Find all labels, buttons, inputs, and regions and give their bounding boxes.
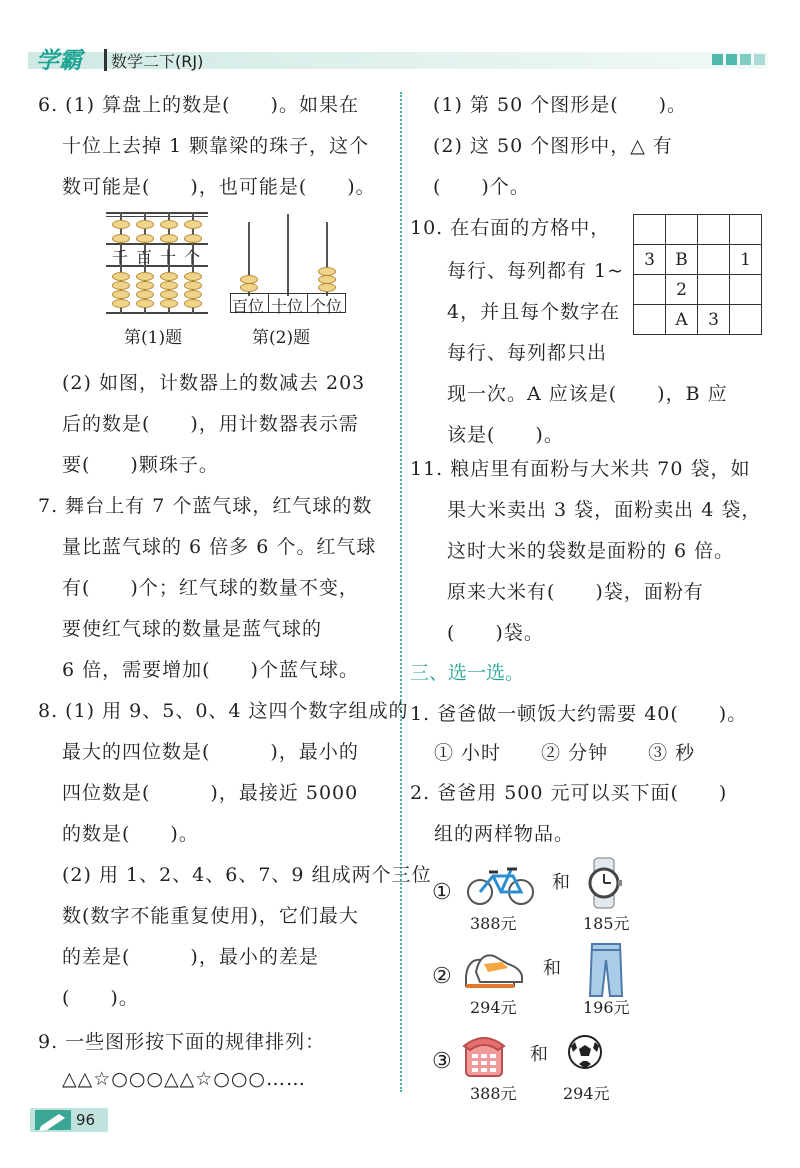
price-label: 185元 xyxy=(583,914,630,933)
choice1-options: ① 小时 ② 分钟 ③ 秒 xyxy=(434,742,696,764)
q7-line: 量比蓝气球的 6 倍多 6 个。红气球 xyxy=(62,536,377,558)
price-label: 388元 xyxy=(470,914,517,933)
header-square xyxy=(712,54,723,65)
brand-logo: 学霸 xyxy=(36,48,82,74)
grid-cell: 3 xyxy=(698,305,730,335)
grid-cell: B xyxy=(666,245,698,275)
place-value-label: 十位 xyxy=(271,297,304,316)
page-number: 96 xyxy=(76,1111,96,1129)
option-number: ③ xyxy=(432,1049,452,1074)
grid-cell xyxy=(634,275,666,305)
abacus-figure xyxy=(106,212,208,314)
grid-cell xyxy=(730,275,762,305)
q7-line: 7. 舞台上有 7 个蓝气球，红气球的数 xyxy=(38,495,373,517)
header-square xyxy=(740,54,751,65)
grid-cell xyxy=(698,275,730,305)
q10-line: 4，并且每个数字在 xyxy=(447,301,621,323)
q6-line: 要( )颗珠子。 xyxy=(62,454,219,476)
abacus-label: 百 xyxy=(136,248,153,267)
q8-line: 的数是( )。 xyxy=(62,823,199,845)
choice2-line: 组的两样物品。 xyxy=(434,823,575,845)
column-divider xyxy=(400,92,402,1092)
abacus-label: 十 xyxy=(160,248,177,267)
q10-line: 每行、每列都只出 xyxy=(447,342,608,364)
place-value-label: 个位 xyxy=(310,297,343,316)
q10-line: 10. 在右面的方格中， xyxy=(410,217,611,239)
figure-caption: 第(2)题 xyxy=(252,328,311,348)
grid-cell xyxy=(730,215,762,245)
choice2-line: 2. 爸爸用 500 元可以买下面( ) xyxy=(410,782,728,804)
choice1-line: 1. 爸爸做一顿饭大约需要 40( )。 xyxy=(410,703,748,725)
counter-figure xyxy=(230,214,346,314)
q10-line: 每行、每列都有 1~ xyxy=(447,260,625,282)
q9-pattern: △△☆○○○△△☆○○○…… xyxy=(62,1068,306,1090)
q10-line: 现一次。A 应该是( )，B 应 xyxy=(447,383,728,405)
q11-line: 果大米卖出 3 袋，面粉卖出 4 袋， xyxy=(447,499,762,521)
book-title: 数学二下(RJ) xyxy=(111,52,204,71)
abacus-label: 千 xyxy=(112,248,129,267)
q6-line: (2) 如图，计数器上的数减去 203 xyxy=(62,372,366,394)
header-square xyxy=(726,54,737,65)
option-number: ② xyxy=(432,964,452,989)
q8-line: 的差是( )，最小的差是 xyxy=(62,946,319,968)
grid-cell xyxy=(698,245,730,275)
grid-cell: 3 xyxy=(634,245,666,275)
header-square xyxy=(754,54,765,65)
bicycle-icon xyxy=(465,862,537,908)
and-text: 和 xyxy=(552,872,570,893)
q11-line: 原来大米有( )袋，面粉有 xyxy=(447,581,704,603)
q9-sub-line: (2) 这 50 个图形中，△ 有 xyxy=(433,135,673,157)
and-text: 和 xyxy=(543,958,561,979)
price-label: 294元 xyxy=(563,1084,610,1103)
q7-line: 要使红气球的数量是蓝气球的 xyxy=(62,618,323,640)
q6-line: 十位上去掉 1 颗靠梁的珠子，这个 xyxy=(62,135,370,157)
q11-line: 这时大米的袋数是面粉的 6 倍。 xyxy=(447,540,735,562)
grid-cell xyxy=(698,215,730,245)
q9-line: 9. 一些图形按下面的规律排列： xyxy=(38,1031,326,1053)
grid-cell xyxy=(666,215,698,245)
q11-line: ( )袋。 xyxy=(447,622,544,644)
pencil-icon xyxy=(33,1108,73,1132)
and-text: 和 xyxy=(530,1044,548,1065)
telephone-icon xyxy=(462,1030,508,1080)
shoes-icon xyxy=(462,946,524,992)
q9-sub-line: (1) 第 50 个图形是( )。 xyxy=(433,94,688,116)
football-icon xyxy=(567,1034,603,1070)
section-title: 三、选一选。 xyxy=(410,662,525,684)
q8-line: 8. (1) 用 9、5、0、4 这四个数字组成的 xyxy=(38,700,409,722)
number-grid xyxy=(633,214,762,335)
grid-cell: 2 xyxy=(666,275,698,305)
q7-line: 有( )个；红气球的数量不变， xyxy=(62,577,359,599)
q8-line: 四位数是( )，最接近 5000 xyxy=(62,782,359,804)
q8-line: (2) 用 1、2、4、6、7、9 组成两个三位 xyxy=(62,864,432,886)
q8-line: ( )。 xyxy=(62,987,139,1009)
price-label: 196元 xyxy=(583,998,630,1017)
watch-icon xyxy=(582,856,628,910)
q10-line: 该是( )。 xyxy=(447,424,564,446)
price-label: 388元 xyxy=(470,1084,517,1103)
place-value-label: 百位 xyxy=(232,297,265,316)
grid-cell xyxy=(634,305,666,335)
q11-line: 11. 粮店里有面粉与大米共 70 袋，如 xyxy=(410,458,751,480)
grid-cell: 1 xyxy=(730,245,762,275)
q6-line: 6. (1) 算盘上的数是( )。如果在 xyxy=(38,94,359,116)
q8-line: 最大的四位数是( )，最小的 xyxy=(62,741,359,763)
abacus-label: 个 xyxy=(184,248,201,267)
q7-line: 6 倍，需要增加( )个蓝气球。 xyxy=(62,659,359,681)
grid-cell xyxy=(634,215,666,245)
q6-line: 数可能是( )，也可能是( )。 xyxy=(62,176,376,198)
grid-cell xyxy=(730,305,762,335)
q6-line: 后的数是( )，用计数器表示需 xyxy=(62,413,359,435)
grid-cell: A xyxy=(666,305,698,335)
figure-caption: 第(1)题 xyxy=(124,328,183,348)
q9-sub-line: ( )个。 xyxy=(433,176,530,198)
trousers-icon xyxy=(586,942,626,998)
option-number: ① xyxy=(432,880,452,905)
q8-line: 数(数字不能重复使用)，它们最大 xyxy=(62,905,359,927)
header-separator xyxy=(104,49,107,71)
price-label: 294元 xyxy=(470,998,517,1017)
